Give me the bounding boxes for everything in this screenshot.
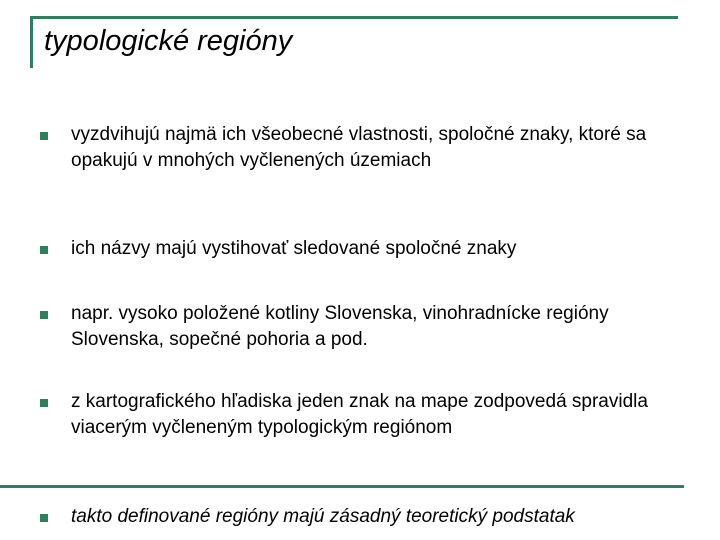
square-bullet-icon bbox=[40, 311, 48, 319]
bullet-text-5: takto definované regióny majú zásadný teoretický podstatak bbox=[71, 506, 575, 527]
square-bullet-icon bbox=[40, 132, 48, 140]
bullet-text-4: z kartografického hľadiska jeden znak na mape zodpovedá spravidla viacerým vyčleneným typologickým regiónom bbox=[71, 391, 648, 438]
title-rule-top bbox=[30, 16, 678, 19]
square-bullet-icon bbox=[40, 399, 48, 407]
slide-title: typologické regióny bbox=[44, 25, 293, 57]
square-bullet-icon bbox=[40, 246, 48, 254]
bullet-text-2: ich názvy majú vystihovať sledované spoločné znaky bbox=[71, 238, 517, 259]
bullet-text-3: napr. vysoko položené kotliny Slovenska, vinohradnícke regióny Slovenska, sopečné pohoria a pod. bbox=[71, 303, 609, 350]
title-rule-left bbox=[30, 16, 33, 68]
bullet-text-1: vyzdvihujú najmä ich všeobecné vlastnosti, spoločné znaky, ktoré sa opakujú v mnohých vyčlenených územiach bbox=[71, 124, 647, 171]
footer-rule bbox=[0, 485, 684, 488]
square-bullet-icon bbox=[40, 514, 48, 522]
